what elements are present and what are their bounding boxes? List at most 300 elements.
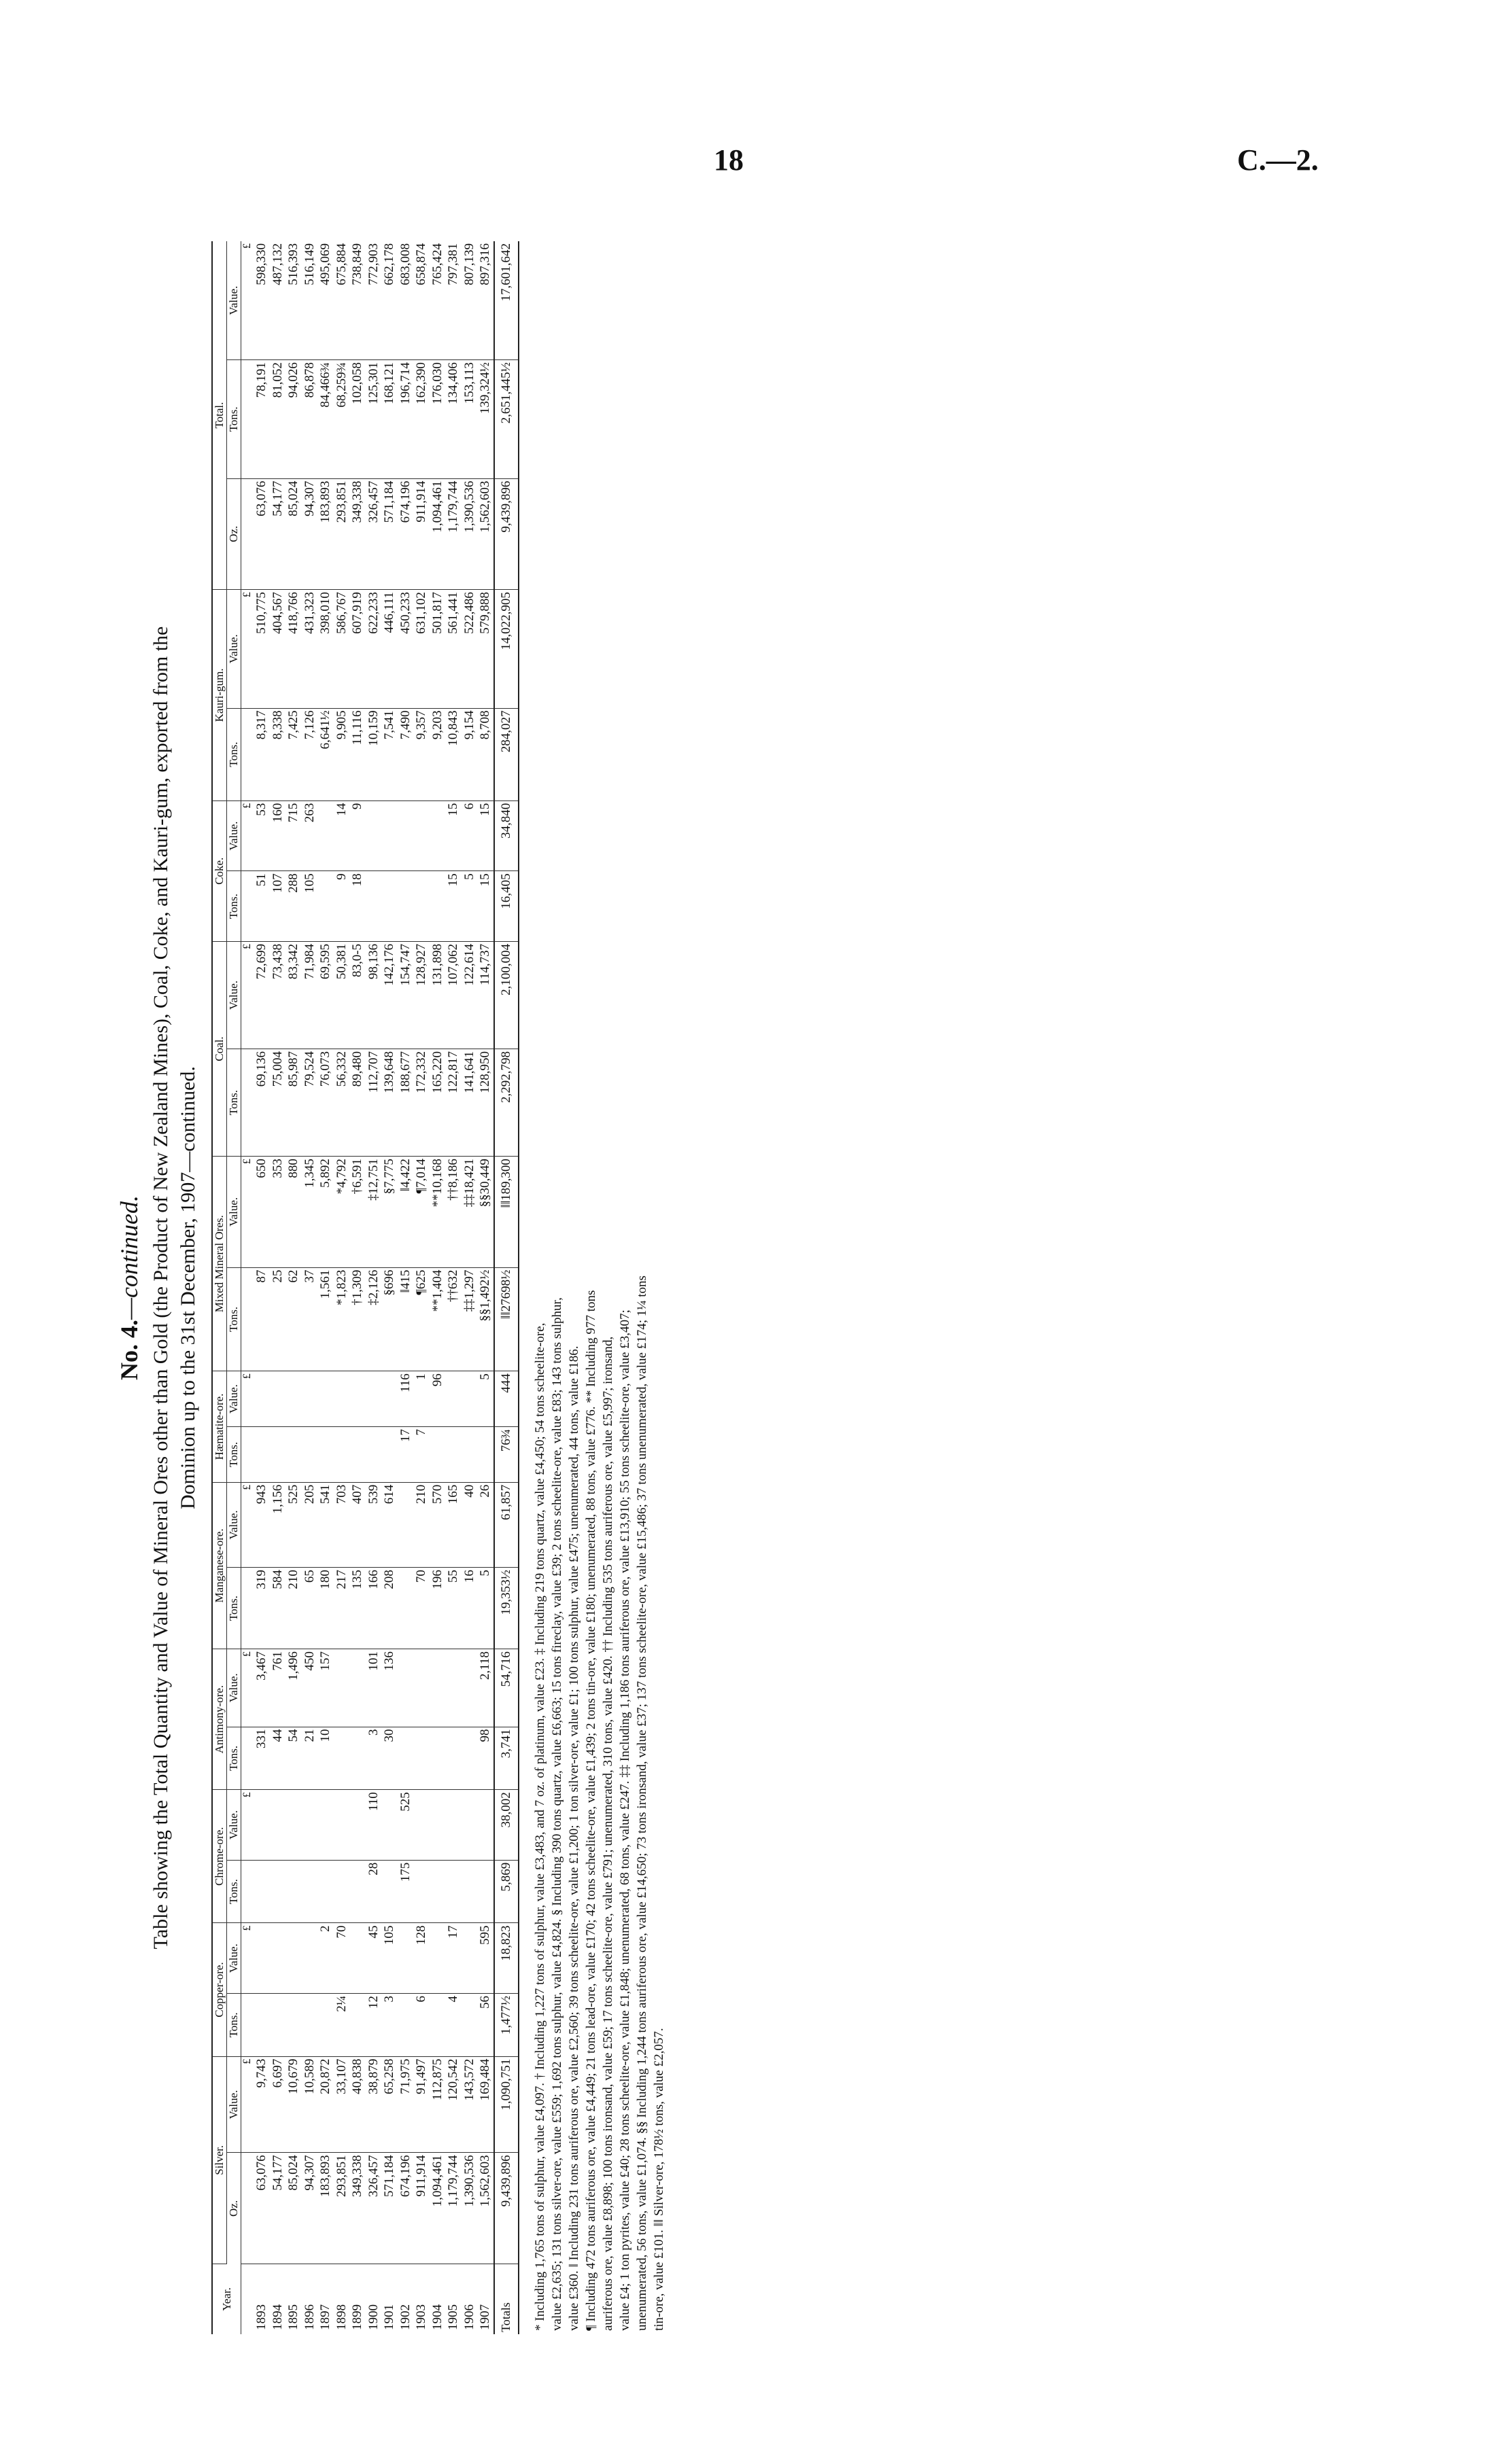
table-cell [317,800,334,871]
totals-cell: 5,869 [494,1860,519,1923]
table-cell: 586,767 [334,590,350,708]
table-cell: 683,008 [398,241,414,360]
table-cell: 205 [302,1482,318,1567]
table-cell: 71,975 [398,2056,414,2153]
table-cell: 85,987 [285,1049,302,1157]
currency-cell: £ [241,1157,254,1268]
table-cell [381,1371,398,1427]
table-cell: 349,338 [349,2153,366,2264]
table-cell [302,1427,318,1483]
table-cell [413,1727,430,1790]
table-cell: 9,743 [254,2056,270,2153]
currency-row [241,241,254,2334]
table-cell: 880 [285,1157,302,1268]
table-cell [349,1727,366,1790]
table-cell: 25 [270,1267,286,1371]
table-cell: 911,914 [413,2153,430,2264]
table-row [398,241,414,2334]
table-cell: 349,338 [349,478,366,590]
table-cell: 353 [270,1157,286,1268]
table-cell [477,1427,494,1483]
table-cell: 176,030 [430,360,446,478]
table-cell [254,1790,270,1861]
currency-cell: £ [241,1371,254,1427]
table-row [462,241,478,2334]
table-cell [349,1923,366,1994]
table-cell [413,800,430,871]
totals-cell: 54,716 [494,1649,519,1727]
table-cell [254,1994,270,2057]
table-cell [462,1727,478,1790]
totals-cell: 2,651,445½ [494,360,519,478]
totals-cell: 1,477½ [494,1994,519,2057]
table-cell: 501,817 [430,590,446,708]
table-cell: 56,332 [334,1049,350,1157]
table-cell: 153,113 [462,360,478,478]
table-cell: 293,851 [334,2153,350,2264]
totals-cell: 444 [494,1371,519,1427]
table-cell: 8,338 [270,708,286,800]
table-cell: 5,892 [317,1157,334,1268]
table-cell: 89,480 [349,1049,366,1157]
table-cell [398,1568,414,1649]
table-cell [270,1790,286,1861]
table-cell [430,871,446,942]
table-title-line-2: Dominion up to the 31st December, 1907—continued. [177,1066,199,1510]
table-cell [366,800,382,871]
table-cell [462,1649,478,1727]
col-antimony-header: Antimony-ore. [212,1649,227,1790]
table-cell: 101 [366,1649,382,1727]
table-cell: 72,699 [254,941,270,1049]
table-cell: 2¼ [334,1994,350,2057]
table-cell [462,1923,478,1994]
table-cell [462,1427,478,1483]
sub-header-cell: Tons. [227,360,241,478]
table-cell: 217 [334,1568,350,1649]
totals-cell: 17,601,642 [494,241,519,360]
table-cell: 7 [413,1427,430,1483]
table-cell: 3 [381,1994,398,2057]
year-cell: 1907 [478,2304,492,2330]
table-cell: 142,176 [381,941,398,1049]
table-cell [349,1649,366,1727]
sub-header-cell: Tons. [227,1427,241,1483]
totals-cell: ‖‖189,300 [494,1157,519,1268]
table-cell: 5 [477,1568,494,1649]
table-cell: 157 [317,1649,334,1727]
table-row [445,241,462,2334]
table-cell: 73,438 [270,941,286,1049]
table-cell: 166 [366,1568,382,1649]
page-number: 18 [714,143,744,177]
table-cell [254,1923,270,1994]
table-cell: 107 [270,871,286,942]
totals-cell: 16,405 [494,871,519,942]
table-cell: 180 [317,1568,334,1649]
footnote-line: unenumerated, 56 tons, value £1,074. §§ Including 1,244 tons auriferous ore, value £14,650; 73 tons ironsand, value £37; 137 tons scheelite-ore, value £15,486; 37 tons unenumerated, value £174; 1¼ tons [634,1275,649,2331]
table-cell: 8,708 [477,708,494,800]
table-cell: 44 [270,1727,286,1790]
totals-cell: 38,002 [494,1790,519,1861]
table-cell [381,1790,398,1861]
table-cell [285,1860,302,1923]
table-cell: 12 [366,1994,382,2057]
table-cell: 76,073 [317,1049,334,1157]
table-cell: 70 [413,1568,430,1649]
footnote-line: auriferous ore, value £8,898; 100 tons ironsand, value £59; 17 tons scheelite-ore, value £791; unenumerated, 310 tons, value £420. †† Including 535 tons auriferous ore, value £5,997; ironsand, [600,1336,615,2331]
totals-cell: 34,840 [494,800,519,871]
table-cell: ††632 [445,1267,462,1371]
table-cell [302,1371,318,1427]
table-cell: 40,838 [349,2056,366,2153]
currency-cell [241,478,254,590]
table-cell [349,1860,366,1923]
totals-cell: 19,353½ [494,1568,519,1649]
totals-cell: 76¾ [494,1427,519,1483]
table-cell: 516,393 [285,241,302,360]
year-cell: 1894 [270,2304,285,2330]
table-cell: 1,179,744 [445,478,462,590]
table-cell: 116 [398,1371,414,1427]
year-cell: 1898 [334,2304,349,2330]
table-cell: 943 [254,1482,270,1567]
table-cell: 10,679 [285,2056,302,2153]
table-cell: 1,179,744 [445,2153,462,2264]
currency-cell [241,1727,254,1790]
table-cell: 160 [270,800,286,871]
table-cell [398,1482,414,1567]
col-year-header: Year. [212,2264,241,2334]
table-cell: 15 [477,800,494,871]
currency-cell [241,1267,254,1371]
table-cell: †1,309 [349,1267,366,1371]
table-cell [462,1994,478,2057]
year-cell: 1899 [350,2304,364,2330]
sub-header-cell: Tons. [227,1049,241,1157]
table-cell: 83,342 [285,941,302,1049]
table-cell: 51 [254,871,270,942]
col-chrome-header: Chrome-ore. [212,1790,227,1923]
table-cell: 584 [270,1568,286,1649]
table-cell: 8,317 [254,708,270,800]
footnotes [532,238,667,2331]
sub-header-cell: Tons. [227,1727,241,1790]
table-cell: 128 [413,1923,430,1994]
table-cell: ‖4,422 [398,1157,414,1268]
col-total-header: Total. [212,241,227,590]
sub-header-cell: Tons. [227,871,241,942]
table-cell: 539 [366,1482,382,1567]
table-cell [398,1994,414,2057]
table-cell: 37 [302,1267,318,1371]
table-cell: 10,843 [445,708,462,800]
table-cell: 7,490 [398,708,414,800]
table-cell: 510,775 [254,590,270,708]
col-coal-header: Coal. [212,941,227,1156]
table-cell: 326,457 [366,478,382,590]
table-cell: 675,884 [334,241,350,360]
table-cell: 561,441 [445,590,462,708]
currency-cell [241,871,254,942]
col-copper-header: Copper-ore. [212,1923,227,2056]
table-cell: 98 [477,1727,494,1790]
table-cell: 94,307 [302,478,318,590]
table-cell: 135 [349,1568,366,1649]
footnote-line: value £360. ‖ Including 231 tons auriferous ore, value £2,560; 39 tons scheelite-ore, value £1,200; 1 ton silver-ore, value £1; 100 tons sulphur, value £475; unenumerated, 44 tons, value £186. [566,1345,581,2331]
table-cell: 110 [366,1790,382,1861]
table-cell: 450 [302,1649,318,1727]
table-cell [349,1427,366,1483]
sub-header-cell: Value. [227,590,241,708]
table-cell [445,1860,462,1923]
footnote-line: value £2,635; 131 tons silver-ore, value £559; 1,692 tons sulphur, value £4,824. § Including 390 tons quartz, value £6,663; 15 tons fireclay, value £39; 2 tons scheelite-ore, value £83; 143 tons sulphur, [549,1297,564,2331]
table-cell [285,1994,302,2057]
table-cell: 94,026 [285,360,302,478]
table-cell: 525 [285,1482,302,1567]
totals-cell: 18,823 [494,1923,519,1994]
currency-cell: £ [241,1790,254,1861]
table-cell: §7,775 [381,1157,398,1268]
table-cell [381,871,398,942]
table-cell [398,1649,414,1727]
table-cell [430,1727,446,1790]
year-cell: 1893 [254,2304,268,2330]
table-row [254,241,270,2334]
table-cell [398,1727,414,1790]
table-cell: §§1,492½ [477,1267,494,1371]
table-cell: 487,132 [270,241,286,360]
group-header-row [212,241,227,2334]
table-cell [334,1371,350,1427]
table-cell [334,1790,350,1861]
table-title [148,245,202,2331]
year-cell: 1900 [366,2304,381,2330]
table-cell: 65 [302,1568,318,1649]
table-cell: 674,196 [398,2153,414,2264]
table-cell: 136 [381,1649,398,1727]
table-cell [317,1994,334,2057]
currency-cell [241,1994,254,2057]
table-cell: 738,849 [349,241,366,360]
table-cell: 168,121 [381,360,398,478]
table-cell: 210 [285,1568,302,1649]
table-cell: 102,058 [349,360,366,478]
currency-cell [241,708,254,800]
table-cell: 662,178 [381,241,398,360]
table-cell: 79,524 [302,1049,318,1157]
table-cell: 98,136 [366,941,382,1049]
totals-cell: 3,741 [494,1727,519,1790]
table-cell: **10,168 [430,1157,446,1268]
table-cell: *4,792 [334,1157,350,1268]
table-row [366,241,382,2334]
table-number [115,217,143,2358]
table-cell: 1,390,536 [462,2153,478,2264]
table-cell [302,1923,318,1994]
table-cell [477,1860,494,1923]
table-cell: 172,332 [413,1049,430,1157]
table-cell [445,1790,462,1861]
sub-header-cell: Value. [227,1790,241,1861]
table-cell [317,871,334,942]
table-cell [366,871,382,942]
col-coke-header: Coke. [212,800,227,941]
currency-cell [241,2153,254,2264]
table-cell [430,800,446,871]
table-cell [413,871,430,942]
table-cell: 5 [477,1371,494,1427]
table-cell: 11,116 [349,708,366,800]
table-cell: 50,381 [334,941,350,1049]
sub-header-cell: Tons. [227,1267,241,1371]
table-cell: 112,707 [366,1049,382,1157]
table-cell: 54 [285,1727,302,1790]
table-cell: 54,177 [270,2153,286,2264]
table-cell: ‡‡1,297 [462,1267,478,1371]
table-cell: 128,950 [477,1049,494,1157]
table-cell: 293,851 [334,478,350,590]
table-cell: 78,191 [254,360,270,478]
table-number-suffix: —continued. [116,1195,143,1320]
currency-cell: £ [241,1649,254,1727]
totals-cell: 61,857 [494,1482,519,1567]
table-row [334,241,350,2334]
table-cell: 1,094,461 [430,478,446,590]
table-cell: 63,076 [254,478,270,590]
table-cell: 85,024 [285,478,302,590]
table-cell [413,1860,430,1923]
totals-cell: 9,439,896 [494,2153,519,2264]
table-cell: 1 [413,1371,430,1427]
currency-cell [241,2264,254,2334]
table-cell: 105 [381,1923,398,1994]
rotated-table-page [112,217,969,2358]
table-cell: 6 [462,800,478,871]
year-cell: 1901 [382,2304,396,2330]
table-cell: 188,677 [398,1049,414,1157]
table-cell: 134,406 [445,360,462,478]
table-cell: 162,390 [413,360,430,478]
table-cell: 91,497 [413,2056,430,2153]
totals-cell: ‖‖27698½ [494,1267,519,1371]
table-cell: 5 [462,871,478,942]
table-cell: 63,076 [254,2153,270,2264]
table-cell [398,1923,414,1994]
table-cell: 570 [430,1482,446,1567]
table-cell: 62 [285,1267,302,1371]
table-cell: 68,259¾ [334,360,350,478]
table-cell [430,1860,446,1923]
table-cell: 407 [349,1482,366,1567]
totals-cell: 2,292,798 [494,1049,519,1157]
table-cell: 598,330 [254,241,270,360]
table-cell: 516,149 [302,241,318,360]
currency-cell: £ [241,800,254,871]
currency-cell: £ [241,1482,254,1567]
table-cell [302,1790,318,1861]
table-cell [270,1427,286,1483]
table-cell: 45 [366,1923,382,1994]
currency-cell: £ [241,941,254,1049]
table-cell [366,1371,382,1427]
table-row [413,241,430,2334]
table-cell [285,1427,302,1483]
table-number-label: No. 4. [116,1320,143,1380]
table-cell: 112,875 [430,2056,446,2153]
table-cell: 525 [398,1790,414,1861]
sub-header-cell: Tons. [227,1568,241,1649]
year-cell: 1906 [462,2304,476,2330]
currency-cell [241,1049,254,1157]
sub-header-cell: Value. [227,241,241,360]
table-cell: 83,0-5 [349,941,366,1049]
table-cell: 9 [334,871,350,942]
table-row [381,241,398,2334]
table-cell: 114,737 [477,941,494,1049]
table-cell: 650 [254,1157,270,1268]
table-cell [254,1427,270,1483]
table-cell: 122,614 [462,941,478,1049]
table-cell: 165 [445,1482,462,1567]
year-cell: 1896 [302,2304,317,2330]
table-cell: 1,562,603 [477,478,494,590]
currency-cell [241,1427,254,1483]
table-cell [285,1923,302,1994]
table-cell: 26 [477,1482,494,1567]
table-cell [430,1790,446,1861]
currency-cell: £ [241,241,254,360]
table-cell [254,1860,270,1923]
table-cell: 175 [398,1860,414,1923]
table-cell: 288 [285,871,302,942]
table-cell: 7,425 [285,708,302,800]
table-cell: 81,052 [270,360,286,478]
sub-header-cell: Value. [227,2056,241,2153]
table-cell [413,1790,430,1861]
table-row [477,241,494,2334]
table-cell [430,1649,446,1727]
table-cell: 1,561 [317,1267,334,1371]
table-cell: 210 [413,1482,430,1567]
table-cell: 1,156 [270,1482,286,1567]
col-haematite-header: Hæmatite-ore. [212,1371,227,1483]
table-cell: 674,196 [398,478,414,590]
totals-cell: 14,022,905 [494,590,519,708]
table-cell [413,1649,430,1727]
table-cell: 1,094,461 [430,2153,446,2264]
table-cell [445,1427,462,1483]
table-cell [349,1994,366,2057]
table-cell: 120,542 [445,2056,462,2153]
table-row [349,241,366,2334]
table-cell: ¶625 [413,1267,430,1371]
footnote-line: ¶ Including 472 tons auriferous ore, value £4,449; 21 tons lead-ore, value £170; 42 tons scheelite-ore, value £1,439; 2 tons tin-ore, value £180; unenumerated, 88 tons, value £776. ** Including 977 tons [583,1290,598,2331]
table-cell: 125,301 [366,360,382,478]
table-cell: 196,714 [398,360,414,478]
table-row [302,241,318,2334]
table-cell: 131,898 [430,941,446,1049]
table-cell: 658,874 [413,241,430,360]
table-cell: 579,888 [477,590,494,708]
table-cell: 398,010 [317,590,334,708]
year-cell: 1904 [430,2304,445,2330]
table-cell [349,1371,366,1427]
table-cell: 28 [366,1860,382,1923]
table-cell [366,1427,382,1483]
table-cell: 30 [381,1727,398,1790]
table-cell: 431,323 [302,590,318,708]
